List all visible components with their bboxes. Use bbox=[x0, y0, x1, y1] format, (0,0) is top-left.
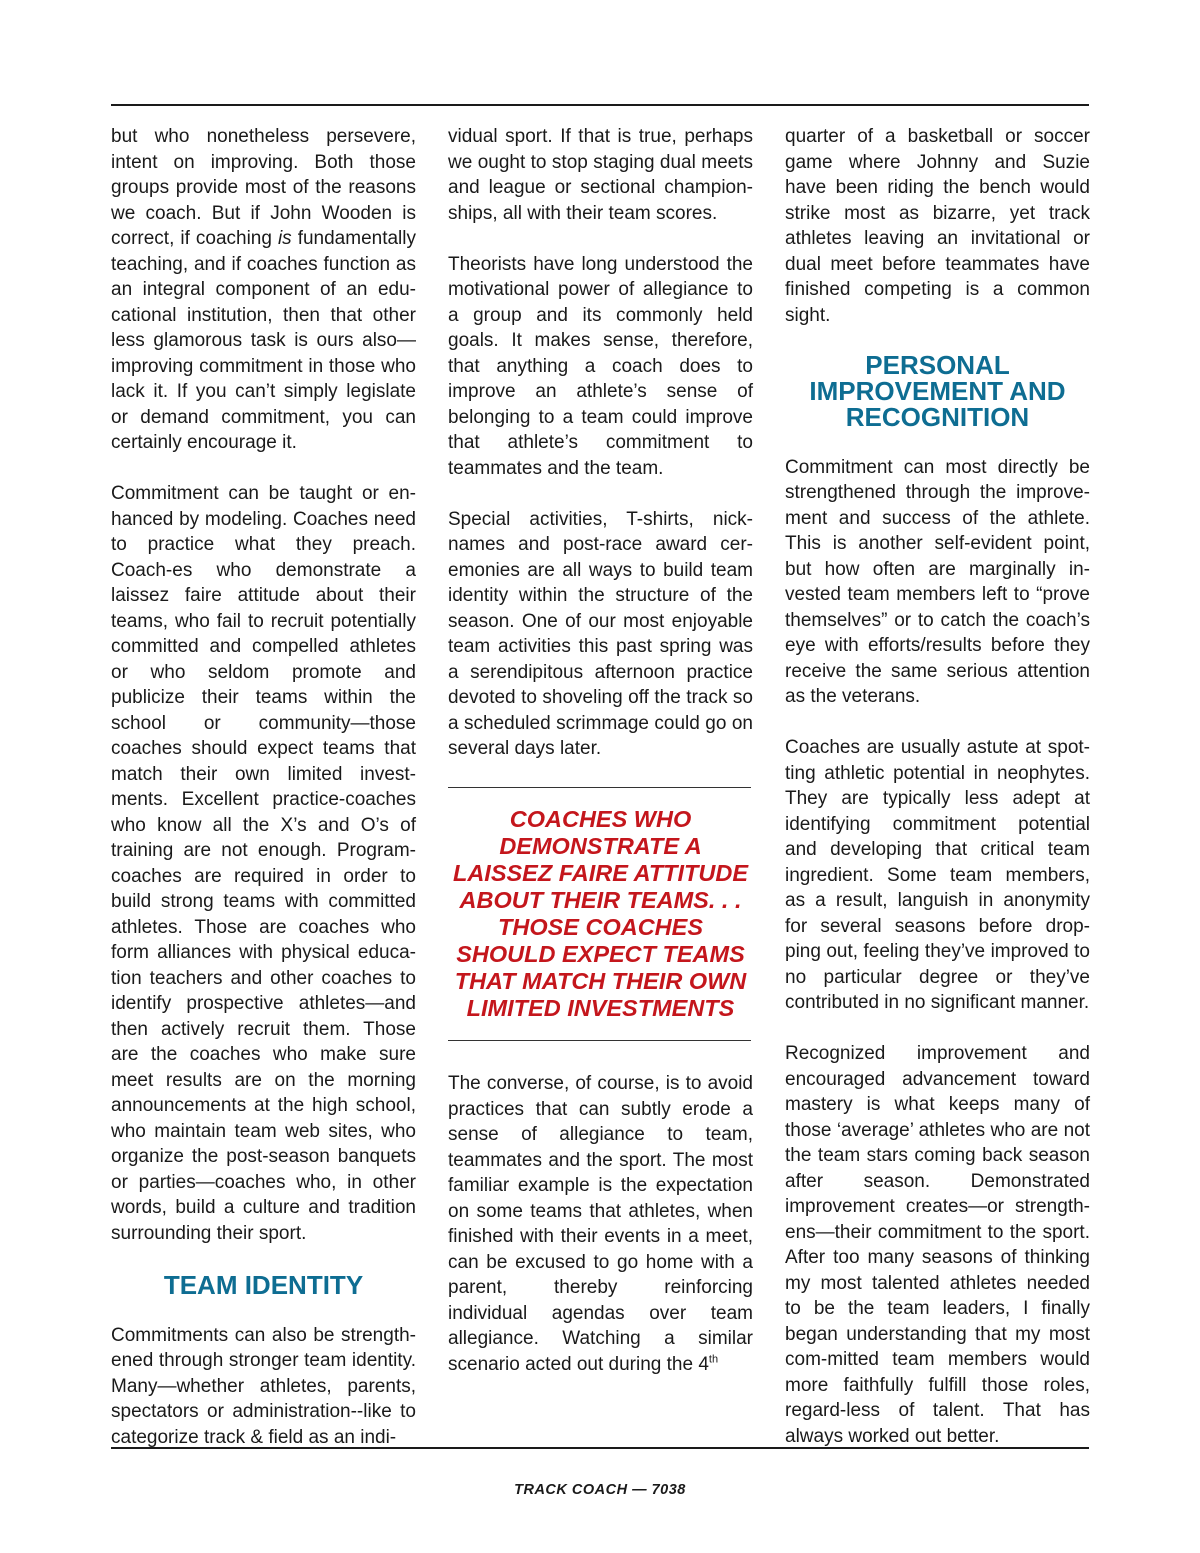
paragraph: Commitment can most directly be strengthened through the improve-ment and success of the athlete. This is another self-evident point, but how often are marginally in-vested team members left to “prove themselves” or to catch the coach’s eye with efforts/results before they receive the same serious attention as the veterans. bbox=[785, 456, 1090, 707]
paragraph: Theorists have long understood the motivational power of allegiance to a group and its commonly held goals. It makes sense, therefore, that anything a coach does to improve an athlete’s sense of belonging to a team could improve that athlete’s commitment to teammates and the team. bbox=[448, 253, 753, 479]
column-3 bbox=[785, 124, 1090, 1449]
paragraph: but who nonetheless persevere, intent on improving. Both those groups provide most of the reasons we coach. But if John Wooden is correct, if coaching is fundamentally teaching, and if coaches function as an integral component of an edu-cational institution, then that other less glamorous task is ours also—improving commitment in those who lack it. If you can’t simply legislate or demand commitment, you can certainly encourage it. bbox=[111, 126, 416, 453]
column-1 bbox=[111, 124, 416, 1450]
paragraph: Recognized improvement and encouraged advancement toward mastery is what keeps many of those ‘average’ athletes who are not the team stars coming back season after season. Demonstrated improvement creates—or strength-ens—their commitment to the sport. After too many seasons of thinking my most talented athletes needed to be the team leaders, I finally began understanding that my most com-mitted team members would more faithfully fulfill those roles, regard-less of talent. That has always worked out better. bbox=[785, 1043, 1090, 1447]
pullquote: COACHES WHO DEMONSTRATE A LAISSEZ FAIRE ATTITUDE ABOUT THEIR TEAMS. . . THOSE COACHES SHOULD EXPECT TEAMS THAT MATCH THEIR OWN LIMITED INVESTMENTS bbox=[452, 806, 749, 1021]
pullquote-top-rule bbox=[448, 787, 751, 788]
pullquote-bottom-rule bbox=[448, 1040, 751, 1041]
paragraph: The converse, of course, is to avoid practices that can subtly erode a sense of allegiance to team, teammates and the sport. The most familiar example is the expectation on some teams that athletes, when finished with their events in a meet, can be excused to go home with a parent, thereby reinforcing individual agendas over team allegiance. Watching a similar scenario acted out during the 4th bbox=[448, 1073, 753, 1375]
paragraph: Commitments can also be strength-ened through stronger team identity. Many—whether athletes, parents, spectators or administration--like to categorize track & field as an indi- bbox=[111, 1324, 416, 1448]
bottom-rule bbox=[111, 1447, 1089, 1449]
paragraph: quarter of a basketball or soccer game where Johnny and Suzie have been riding the bench would strike most as bizarre, yet track athletes leaving an invitational or dual meet before teammates have finished competing is a common sight. bbox=[785, 126, 1090, 326]
section-heading-team-identity: TEAM IDENTITY bbox=[163, 1269, 364, 1300]
section-heading-personal-improvement: PERSONAL IMPROVEMENT AND RECOGNITION bbox=[809, 349, 1066, 432]
paragraph: Commitment can be taught or en-hanced by modeling. Coaches need to practice what they preach. Coach-es who demonstrate a laissez faire attitude about their teams, who fail to recruit potentially committed and compelled athletes or who seldom promote and publicize their teams within the school or community—those coaches should expect teams that match their own limited invest-ments. Excellent practice-coaches who know all the X’s and O’s of training are not enough. Program-coaches are required in order to build strong teams with committed athletes. Those are coaches who form alliances with physical educa-tion teachers and other coaches to identify prospective athletes—and then actively recruit them. Those are the coaches who make sure meet results are on the morning announcements at the high school, who maintain team web sites, who organize the post-season banquets or parties—coaches who, in other words, build a culture and tradition surrounding their sport. bbox=[111, 483, 416, 1244]
paragraph: Coaches are usually astute at spot-ting athletic potential in neophytes. They are typically less adept at identifying commitment potential and developing that critical team ingredient. Some team members, as a result, languish in anonymity for several seasons before drop-ping out, feeling they’ve improved to no particular degree or they’ve contributed in no significant manner. bbox=[785, 737, 1090, 1013]
column-2 bbox=[448, 124, 753, 1377]
paragraph: vidual sport. If that is true, perhaps we ought to stop staging dual meets and league or sectional champion-ships, all with their team scores. bbox=[448, 126, 753, 224]
page-footer: TRACK COACH — 7038 bbox=[514, 1482, 686, 1498]
top-rule bbox=[111, 104, 1089, 106]
paragraph: Special activities, T-shirts, nick-names and post-race award cer-emonies are all ways to build team identity within the structure of the season. One of our most enjoyable team activities this past spring was a serendipitous afternoon practice devoted to shoveling off the track so a scheduled scrimmage could go on several days later. bbox=[448, 508, 753, 759]
